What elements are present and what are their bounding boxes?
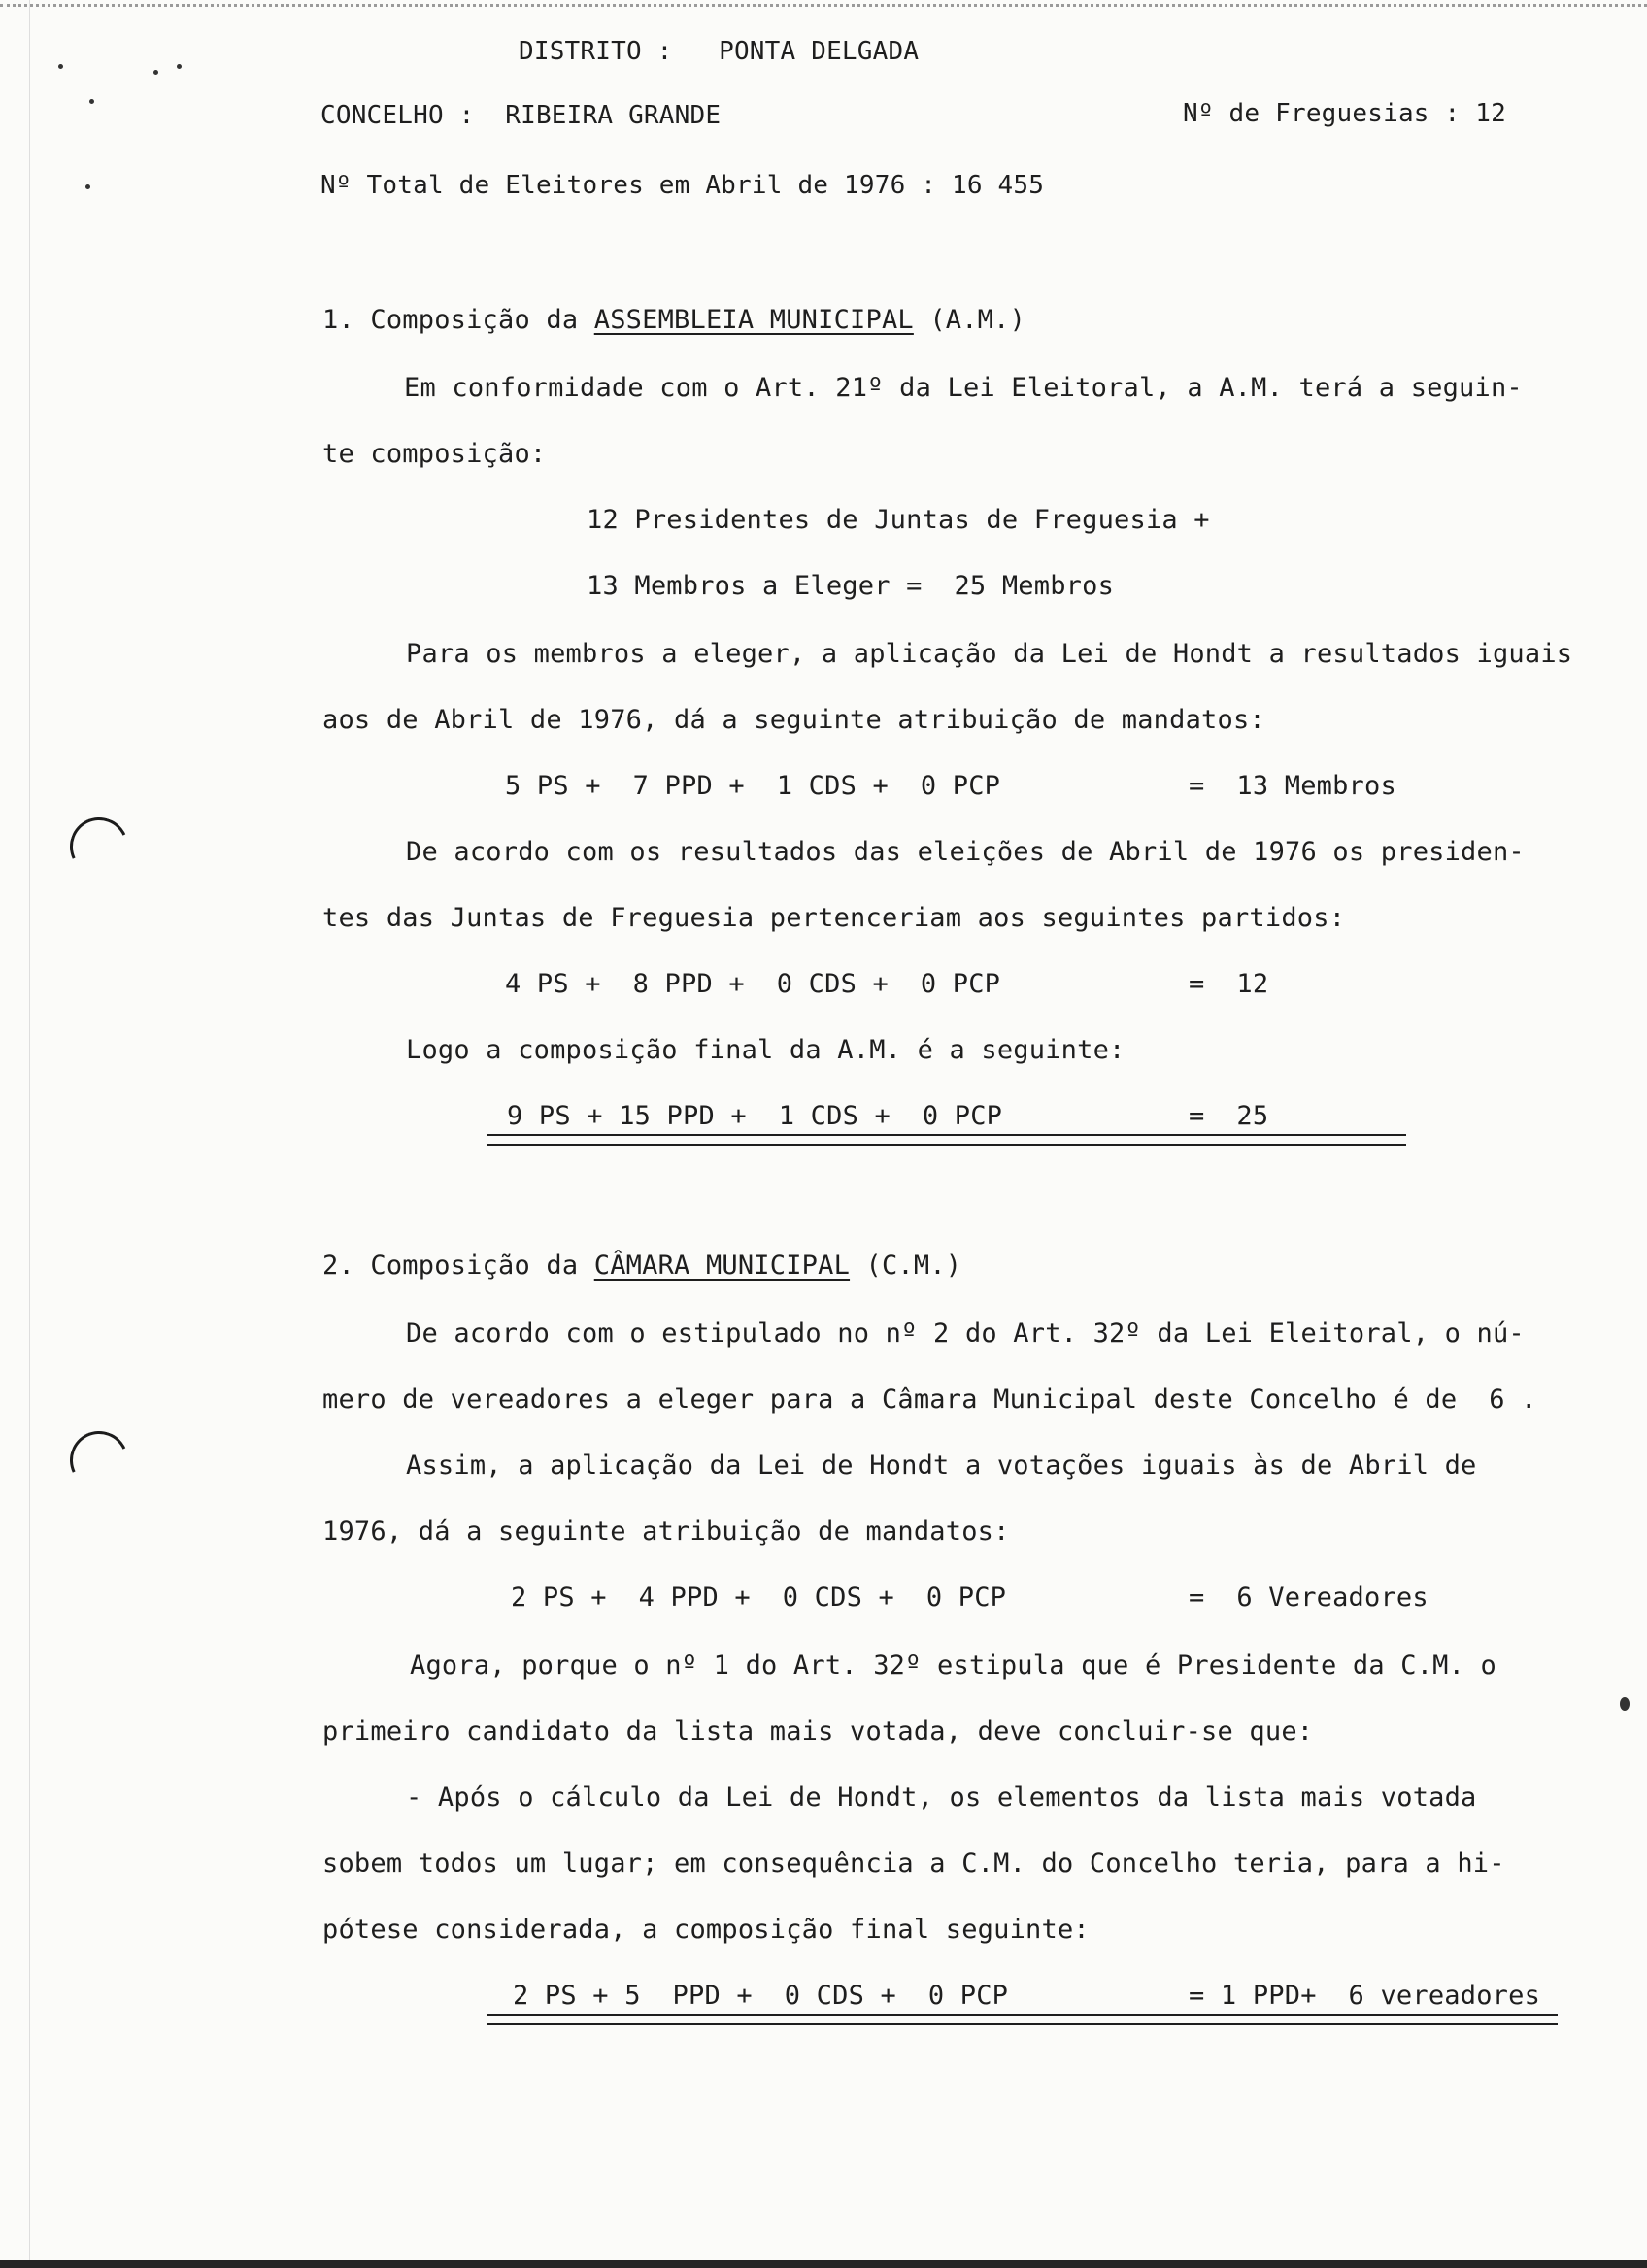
speck (153, 70, 158, 75)
s1-para4: Logo a composição final da A.M. é a seguinte: (406, 1035, 1126, 1065)
s2-equation2-right: = 1 PPD+ 6 vereadores (1189, 1981, 1541, 2011)
section-1-heading (322, 307, 1025, 333)
distrito-line: DISTRITO : PONTA DELGADA (519, 37, 920, 66)
s1-equation1-right: = 13 Membros (1189, 771, 1396, 801)
s1-equation3-left: 9 PS + 15 PPD + 1 CDS + 0 PCP (507, 1101, 1003, 1131)
s1-para2-line1: Para os membros a eleger, a aplicação da Lei de Hondt a resultados iguais (406, 639, 1573, 669)
s2-equation2-left: 2 PS + 5 PPD + 0 CDS + 0 PCP (513, 1981, 1009, 2011)
speck (89, 99, 94, 104)
scan-bottom-edge (0, 2260, 1647, 2268)
s2-para2-line1: Assim, a aplicação da Lei de Hondt a votações iguais às de Abril de (406, 1451, 1477, 1481)
s1-equation2-right: = 12 (1189, 969, 1269, 999)
s1-composition-line2: 13 Membros a Eleger = 25 Membros (587, 571, 1115, 601)
s2-equation1-left: 2 PS + 4 PPD + 0 CDS + 0 PCP (511, 1583, 1007, 1613)
section-1-heading-suffix: (A.M.) (913, 305, 1026, 335)
total-eleitores: Nº Total de Eleitores em Abril de 1976 : 16 455 (320, 171, 1045, 200)
s2-para4-line3: pótese considerada, a composição final seguinte: (322, 1915, 1090, 1945)
s2-para4-line1: - Após o cálculo da Lei de Hondt, os elementos da lista mais votada (406, 1783, 1477, 1813)
punch-hole-bottom (62, 1423, 137, 1498)
freguesias-count: Nº de Freguesias : 12 (1183, 99, 1506, 128)
s2-para3-line1: Agora, porque o nº 1 do Art. 32º estipula que é Presidente da C.M. o (410, 1651, 1496, 1681)
section-2-heading-prefix: 2. Composição da (322, 1251, 594, 1281)
s1-total-underline (487, 1134, 1406, 1136)
s1-para1-line1: Em conformidade com o Art. 21º da Lei Eleitoral, a A.M. terá a seguin- (404, 373, 1523, 403)
concelho-line: CONCELHO : RIBEIRA GRANDE (320, 101, 722, 130)
s2-para1-line1: De acordo com o estipulado no nº 2 do Art. 32º da Lei Eleitoral, o nú- (406, 1318, 1525, 1349)
section-2-heading (322, 1252, 961, 1279)
punch-hole-top (62, 810, 137, 884)
s2-para4-line2: sobem todos um lugar; em consequência a C.M. do Concelho teria, para a hi- (322, 1849, 1505, 1879)
speck (85, 184, 90, 189)
s2-equation1-right: = 6 Vereadores (1189, 1583, 1429, 1613)
speck (58, 64, 63, 69)
section-1-heading-prefix: 1. Composição da (322, 305, 594, 335)
s1-para1-line2: te composição: (322, 439, 547, 469)
section-2-heading-suffix: (C.M.) (850, 1251, 962, 1281)
s1-para3-line2: tes das Juntas de Freguesia pertenceriam aos seguintes partidos: (322, 903, 1346, 933)
s1-equation3-right: = 25 (1189, 1101, 1269, 1131)
s2-para2-line2: 1976, dá a seguinte atribuição de mandatos: (322, 1517, 1010, 1547)
s1-equation2-left: 4 PS + 8 PPD + 0 CDS + 0 PCP (505, 969, 1001, 999)
s2-para1-line2: mero de vereadores a eleger para a Câmara Municipal deste Concelho é de 6 . (322, 1384, 1537, 1415)
s2-total-underline (487, 2014, 1558, 2016)
speck (177, 64, 182, 69)
s1-para3-line1: De acordo com os resultados das eleições de Abril de 1976 os presiden- (406, 837, 1525, 867)
scan-top-edge (0, 4, 1647, 7)
s1-para2-line2: aos de Abril de 1976, dá a seguinte atribuição de mandatos: (322, 705, 1265, 735)
s1-composition-line1: 12 Presidentes de Juntas de Freguesia + (587, 505, 1210, 535)
section-1-heading-underlined: ASSEMBLEIA MUNICIPAL (593, 305, 914, 335)
s1-total-double-underline (487, 1144, 1406, 1146)
s1-equation1-left: 5 PS + 7 PPD + 1 CDS + 0 PCP (505, 771, 1001, 801)
section-2-heading-underlined: CÂMARA MUNICIPAL (593, 1251, 851, 1281)
scan-left-edge (29, 0, 30, 2268)
s2-para3-line2: primeiro candidato da lista mais votada, deve concluir-se que: (322, 1717, 1314, 1747)
speck (1620, 1697, 1630, 1711)
s2-total-double-underline (487, 2023, 1558, 2025)
